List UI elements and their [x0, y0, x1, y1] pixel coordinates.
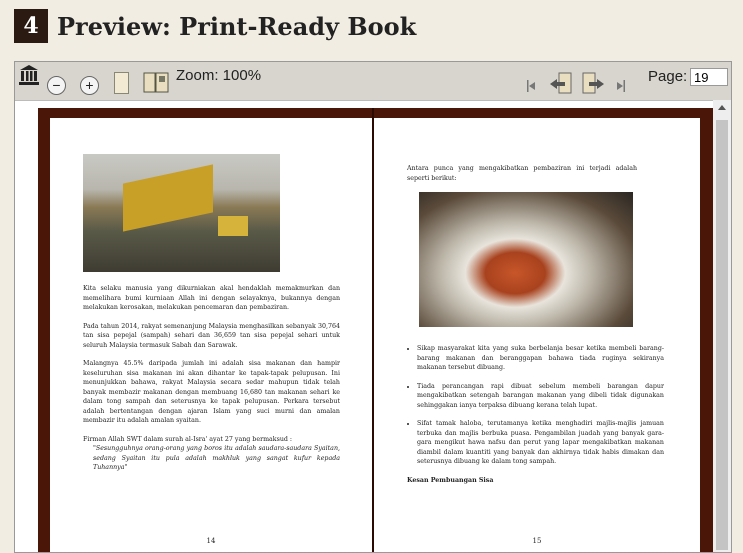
zoom-in-button[interactable]: + — [80, 76, 99, 95]
viewer-toolbar — [15, 62, 731, 101]
book-spread — [38, 108, 714, 553]
page-title: Preview: Print-Ready Book — [57, 11, 417, 41]
last-page-icon[interactable] — [616, 79, 626, 97]
paragraph: Kita selaku manusia yang dikurniakan akal hendaklah memakmurkan dan memelihara bumi kurniaan Allah ini dengan selayaknya, bukannya dengan melakukan kerosakan, melakukan pencemaran dan pembaziran. — [83, 285, 340, 311]
single-page-icon[interactable] — [114, 72, 129, 94]
vertical-scrollbar[interactable] — [713, 100, 731, 552]
book-viewer — [14, 61, 732, 553]
page-number-left: 14 — [206, 536, 216, 545]
two-page-icon[interactable] — [143, 72, 169, 98]
list-item: • Tiada perancangan rapi dibuat sebelum membeli barangan dapur mengakibatkan setengah barangan makanan yang dibeli tidak digunakan sehinggakan ianya terpaksa dibuang kerana telah lupat. — [417, 382, 664, 411]
causes-list — [407, 344, 664, 467]
scroll-up-icon[interactable] — [718, 105, 726, 110]
previous-page-icon[interactable] — [549, 72, 573, 99]
list-item: • Sikap masyarakat kita yang suka berbelanja besar ketika membeli barang-barang makanan dan beranggapan bahawa tiada ruginya sekiranya makanan tersebut dibuang. — [417, 344, 664, 373]
quote-intro: Firman Allah SWT dalam surah al-Isra' ayat 27 yang bermaksud : — [83, 435, 293, 443]
left-page — [50, 118, 372, 553]
section-heading: Kesan Pembuangan Sisa — [407, 476, 494, 484]
scrollbar-thumb[interactable] — [716, 120, 728, 550]
page-label: Page: — [648, 68, 688, 85]
section-header — [14, 8, 416, 44]
list-item: • Sifat tamak haloba, terutamanya ketika menghadiri majlis-majlis jamuan terbuka dan majlis berbuka puasa. Pengambilan juadah yang banyak gara-gara mengikut hawa nafsu dan perut yang lapar mengakibatkan makanan diambil dalam kuantiti yang banyak dan akhirnya tidak habis dimakan dan seterusnya dibuang ke dalam tong sampah. — [417, 419, 664, 467]
intro: Antara punca yang mengakibatkan pembaziran ini terjadi adalah seperti berikut: — [407, 165, 637, 182]
section-number: 4 — [14, 9, 48, 43]
next-page-icon[interactable] — [581, 72, 605, 99]
page-number-right: 15 — [532, 536, 542, 545]
paragraph: Pada tahun 2014, rakyat semenanjung Malaysia menghasilkan sebanyak 30,764 tan sisa pepejal (sampah) sehari dan 36,659 tan sisa pepejal sehari untuk seluruh Malaysia termasuk Sabah dan Sarawak. — [83, 322, 340, 349]
page-number-input[interactable] — [690, 68, 728, 86]
landfill-image — [83, 154, 280, 272]
paragraph: Malangnya 45.5% daripada jumlah ini adalah sisa makanan dan hampir keseluruhan sisa makanan ini akan dihantar ke tapak-tapak pelupusan. Ini menunjukkan bahawa, rakyat Malaysia secara sedar mahupun tidak telah banyak membazir makanan dengan membuang 16,680 tan makanan sehari ke dalam tong sampah dan seterusnya ke tapak pelupusan. Perkara tersebut adalah bertentangan dengan ajaran Islam yang suci murni dan amalan membazir itu adalah amalan syaitan. — [83, 360, 340, 424]
first-page-icon[interactable] — [526, 79, 536, 97]
zoom-out-button[interactable]: − — [47, 76, 66, 95]
food-waste-image — [419, 192, 633, 327]
right-page — [374, 118, 700, 553]
library-icon[interactable] — [19, 65, 39, 85]
zoom-level: Zoom: 100% — [176, 67, 262, 84]
quote: "Sesungguhnya orang-orang yang boros itu adalah saudara-saudara Syaitan, sedang Syaitan itu pula adalah makhluk yang sangat kufur kepada Tuhannya" — [93, 445, 340, 471]
